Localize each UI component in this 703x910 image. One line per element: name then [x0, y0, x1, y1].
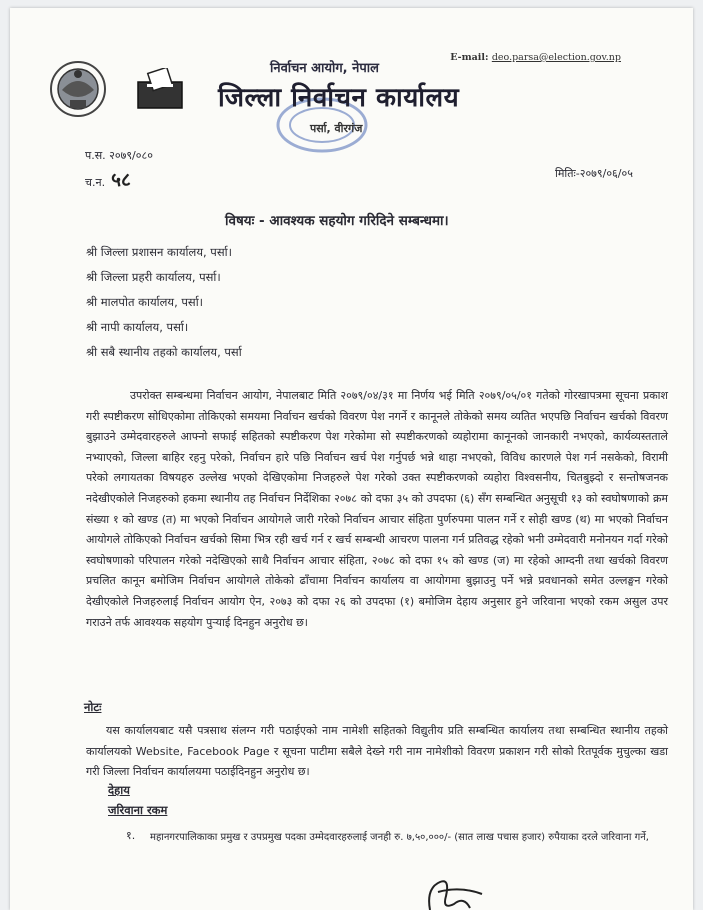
letter-subject: विषयः - आवश्यक सहयोग गरिदिने सम्बन्धमा।	[225, 213, 449, 229]
reference-ps: प.स. २०७९/०८०	[85, 149, 153, 162]
chn-label: च.न.	[85, 176, 106, 189]
letter-page	[10, 8, 693, 910]
signature-icon	[420, 874, 510, 910]
fine-heading: जरिवाना रकम	[108, 803, 168, 817]
recipient-list	[86, 240, 242, 365]
letter-date: मितिः-२०७९/०६/०५	[555, 167, 633, 180]
org-subtitle: निर्वाचन आयोग, नेपाल	[270, 61, 379, 76]
nepal-emblem-icon	[48, 60, 108, 118]
recipient-item: श्री नापी कार्यालय, पर्सा।	[86, 320, 189, 334]
reference-chn	[85, 166, 131, 192]
recipient-item: श्री जिल्ला प्रशासन कार्यालय, पर्सा।	[86, 245, 232, 259]
recipient-item: श्री मालपोत कार्यालय, पर्सा।	[86, 295, 204, 309]
recipient-item: श्री सबै स्थानीय तहको कार्यालय, पर्सा	[86, 345, 242, 359]
note-paragraph: यस कार्यालयबाट यसै पत्रसाथ संलग्न गरी पठाईएको नाम नामेशी सहितको विद्युतीय प्रति सम्बन्धित कार्यालय तथा सम्बन्धित स्थानीय तहको कार्यालयको Website, Facebook Page र सूचना पाटीमा सबैले देख्ने गरी नाम नामेशीको विवरण प्रकाशन गरी सोको रितपूर्वक मुचुल्का खडा गरी जिल्ला निर्वाचन कार्यालयमा पठाईदिनहुन अनुरोध छ।	[86, 724, 668, 779]
org-title: जिल्ला निर्वाचन कार्यालय	[218, 83, 460, 113]
dehay-heading: देहाय	[108, 783, 130, 797]
fine-item-text: महानगरपालिकाका प्रमुख र उपप्रमुख पदका उम्मेदवारहरुलाई जनही रु. ७,५०,०००/- (सात लाख पचास हजार) रुपैयाका दरले जरिवाना गर्ने,	[150, 832, 649, 843]
fine-item-number: १.	[126, 829, 136, 842]
ballot-icon	[135, 68, 185, 110]
org-city: पर्सा, वीरगंज	[310, 122, 363, 135]
recipient-item: श्री जिल्ला प्रहरी कार्यालय, पर्सा।	[86, 270, 221, 284]
email-link[interactable]: deo.parsa@election.gov.np	[491, 52, 621, 63]
email-line: E-mail: deo.parsa@election.gov.np	[450, 52, 621, 63]
body-paragraph: उपरोक्त सम्बन्धमा निर्वाचन आयोग, नेपालबाट मिति २०७९/०४/३१ मा निर्णय भई मिति २०७९/०५/०१ गतेको गोरखापत्रमा सूचना प्रकाश गरी स्पष्टीकरण सोधिएकोमा तोकिएको समयमा निर्वाचन खर्चको विवरण पेश नगर्ने र कानूनले तोकेको समय व्यतित भएपछि निर्वाचन खर्चको विवरण बुझाउने उम्मेदवारहरुले आफ्नो सफाई सहितको स्पष्टीकरण पेश गरेकोमा सो स्पष्टीकरणको व्यहोरामा कानूनको जानकारी नभएको, कार्यव्यस्तताले नभ्याएको, जिल्ला बाहिर रहनु परेको, निर्वाचन हारे पछि निर्वाचन खर्च पेश गर्नुपर्छ भन्ने थाहा नभएको, विविध कारणले पेश गर्न नसकेको, विरामी परेको लगायतका विषयहरु उल्लेख भएको देखिएकोमा निजहरुले पेश गरेको उक्त स्पष्टीकरणको व्यहोरा विश्वसनीय, चितबुझ्दो र सन्तोषजनक नदेखीएकोले निजहरुको हकमा स्थानीय तह निर्वाचन निर्देशिका २०७८ को दफा ३५ को उपदफा (६) सँग सम्बन्धित अनुसूची १३ को स्वघोषणाको क्रम संख्या १ को खण्ड (त) मा भएको निर्वाचन आयोगले जारी गरेको निर्वाचन आचार संहिता पुर्णरुपमा पालन गर्ने र सोही खण्ड (थ) मा भएको निर्वाचन आयोगले तोकिएको निर्वाचन खर्चको सिमा भित्र रही खर्च गर्न र खर्च सम्बन्धी आचरण पालना गर्न प्रतिवद्ध रहेको भनी उम्मेदवारी मनोनयन गर्दा गरेको स्वघोषणाको परिपालन गरेको नदेखिएको साथै निर्वाचन आचार संहिता, २०७८ को दफा १५ को खण्ड (ज) मा रहेको आम्दनी तथा खर्चको विवरण प्रचलित कानून बमोजिम निर्वाचन आयोगले तोकेको ढाँचामा निर्वाचन कार्यालय वा आयोगमा बुझाउनु पर्ने भन्ने प्रवधानको समेत उल्लङ्घन गरेको देखीएकोले निजहरुलाई निर्वाचन आयोग ऐन, २०७३ को दफा २६ को उपदफा (१) बमोजिम देहाय अनुसार हुने जरिवाना भएको रकम असुल उपर गराउने तर्फ आवश्यक सहयोग पुऱ्याई दिनहुन अनुरोध छ।	[86, 389, 668, 629]
chn-value: ५८	[111, 169, 131, 191]
note-label: नोटः	[84, 700, 102, 714]
